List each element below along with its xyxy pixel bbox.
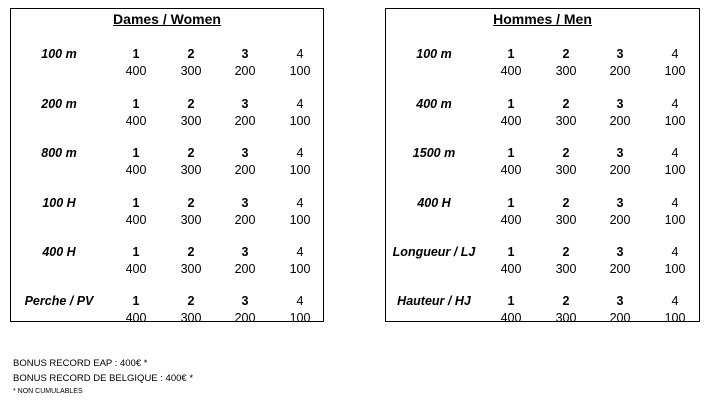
rank-cell: 1 — [132, 196, 140, 210]
prize-cell: 100 — [289, 262, 311, 276]
prize-cell: 200 — [234, 163, 256, 177]
event-label: 100 m — [41, 47, 77, 61]
prize-cell: 300 — [180, 114, 202, 128]
prize-cell: 200 — [234, 262, 256, 276]
rank-cell: 1 — [132, 146, 140, 160]
rank-cell: 3 — [241, 146, 249, 160]
event-row — [11, 243, 323, 277]
event-label: 400 H — [42, 245, 76, 259]
prize-cell: 200 — [609, 163, 631, 177]
rank-cell: 4 — [296, 97, 304, 111]
prize-cell: 100 — [289, 311, 311, 325]
rank-cell: 3 — [241, 97, 249, 111]
rank-cell: 2 — [187, 196, 195, 210]
prize-cell: 300 — [555, 213, 577, 227]
prize-cell: 400 — [500, 163, 522, 177]
prize-cell: 400 — [500, 64, 522, 78]
prize-cell: 300 — [180, 262, 202, 276]
prize-cell: 200 — [234, 311, 256, 325]
prize-cell: 400 — [125, 64, 147, 78]
event-row — [386, 194, 699, 228]
rank-cell: 2 — [187, 245, 195, 259]
rank-cell: 3 — [616, 47, 624, 61]
rank-cell: 1 — [132, 97, 140, 111]
prize-cell: 100 — [289, 114, 311, 128]
prize-cell: 400 — [125, 163, 147, 177]
rank-cell: 4 — [671, 146, 679, 160]
event-row — [386, 243, 699, 277]
rank-cell: 3 — [241, 245, 249, 259]
rank-cell: 3 — [241, 294, 249, 308]
prize-cell: 200 — [234, 213, 256, 227]
prize-cell: 300 — [180, 213, 202, 227]
prize-cell: 400 — [500, 311, 522, 325]
prize-cell: 300 — [555, 114, 577, 128]
rank-cell: 4 — [671, 47, 679, 61]
event-row — [386, 45, 699, 79]
prize-cell: 300 — [180, 163, 202, 177]
rank-cell: 4 — [296, 146, 304, 160]
rank-cell: 3 — [616, 245, 624, 259]
men-title: Hommes / Men — [493, 11, 592, 27]
rank-cell: 3 — [241, 47, 249, 61]
rank-cell: 3 — [616, 196, 624, 210]
rank-cell: 1 — [507, 294, 515, 308]
rank-cell: 1 — [507, 196, 515, 210]
event-label: 400 H — [417, 196, 451, 210]
prize-cell: 400 — [500, 262, 522, 276]
prize-cell: 200 — [234, 114, 256, 128]
event-label: 100 m — [416, 47, 452, 61]
prize-cell: 200 — [609, 311, 631, 325]
rank-cell: 1 — [132, 245, 140, 259]
event-row — [11, 95, 323, 129]
rank-cell: 4 — [296, 294, 304, 308]
women-prize-table — [10, 8, 324, 325]
prize-cell: 300 — [555, 311, 577, 325]
prize-cell: 300 — [180, 64, 202, 78]
rank-cell: 2 — [562, 196, 570, 210]
event-label: 1500 m — [412, 146, 456, 160]
rank-cell: 2 — [562, 294, 570, 308]
event-label: 100 H — [42, 196, 76, 210]
rank-cell: 1 — [132, 294, 140, 308]
prize-cell: 400 — [500, 213, 522, 227]
event-label: 400 m — [416, 97, 452, 111]
rank-cell: 4 — [671, 196, 679, 210]
prize-cell: 100 — [664, 262, 686, 276]
rank-cell: 2 — [187, 294, 195, 308]
prize-cell: 400 — [125, 311, 147, 325]
prize-cell: 100 — [289, 163, 311, 177]
prize-cell: 400 — [125, 114, 147, 128]
prize-cell: 100 — [289, 213, 311, 227]
rank-cell: 3 — [616, 146, 624, 160]
event-row — [11, 45, 323, 79]
rank-cell: 1 — [507, 146, 515, 160]
prize-cell: 400 — [125, 213, 147, 227]
event-label: 800 m — [41, 146, 77, 160]
prize-cell: 400 — [125, 262, 147, 276]
rank-cell: 3 — [241, 196, 249, 210]
prize-cell: 300 — [180, 311, 202, 325]
rank-cell: 4 — [671, 245, 679, 259]
rank-cell: 4 — [671, 97, 679, 111]
event-row — [386, 292, 699, 326]
prize-cell: 300 — [555, 64, 577, 78]
rank-cell: 3 — [616, 294, 624, 308]
rank-cell: 2 — [187, 146, 195, 160]
rank-cell: 4 — [296, 47, 304, 61]
prize-cell: 200 — [609, 262, 631, 276]
rank-cell: 2 — [562, 47, 570, 61]
event-row — [386, 95, 699, 129]
prize-cell: 400 — [500, 114, 522, 128]
event-row — [11, 144, 323, 178]
prize-cell: 300 — [555, 163, 577, 177]
rank-cell: 1 — [507, 97, 515, 111]
prize-cell: 200 — [609, 213, 631, 227]
rank-cell: 1 — [507, 245, 515, 259]
men-prize-table — [385, 8, 700, 325]
prize-cell: 200 — [234, 64, 256, 78]
prize-cell: 100 — [289, 64, 311, 78]
event-row — [11, 292, 323, 326]
rank-cell: 1 — [132, 47, 140, 61]
rank-cell: 4 — [296, 196, 304, 210]
rank-cell: 4 — [671, 294, 679, 308]
prize-cell: 100 — [664, 311, 686, 325]
non-cumulative-note: * NON CUMULABLES — [13, 388, 83, 395]
rank-cell: 2 — [562, 97, 570, 111]
rank-cell: 2 — [187, 97, 195, 111]
prize-cell: 100 — [664, 64, 686, 78]
prize-cell: 100 — [664, 114, 686, 128]
prize-cell: 100 — [664, 163, 686, 177]
rank-cell: 2 — [562, 146, 570, 160]
prize-cell: 200 — [609, 64, 631, 78]
rank-cell: 2 — [562, 245, 570, 259]
event-label: 200 m — [41, 97, 77, 111]
event-row — [11, 194, 323, 228]
event-label: Hauteur / HJ — [397, 294, 471, 308]
rank-cell: 4 — [296, 245, 304, 259]
bonus-notes — [13, 358, 193, 395]
event-row — [386, 144, 699, 178]
prize-cell: 300 — [555, 262, 577, 276]
event-label: Perche / PV — [24, 294, 94, 308]
women-title: Dames / Women — [113, 11, 221, 27]
rank-cell: 3 — [616, 97, 624, 111]
rank-cell: 1 — [507, 47, 515, 61]
bonus-belgium-note: BONUS RECORD DE BELGIQUE : 400€ * — [13, 373, 194, 384]
prize-cell: 200 — [609, 114, 631, 128]
event-label: Longueur / LJ — [392, 245, 476, 259]
bonus-eap-note: BONUS RECORD EAP : 400€ * — [13, 358, 148, 369]
rank-cell: 2 — [187, 47, 195, 61]
prize-cell: 100 — [664, 213, 686, 227]
